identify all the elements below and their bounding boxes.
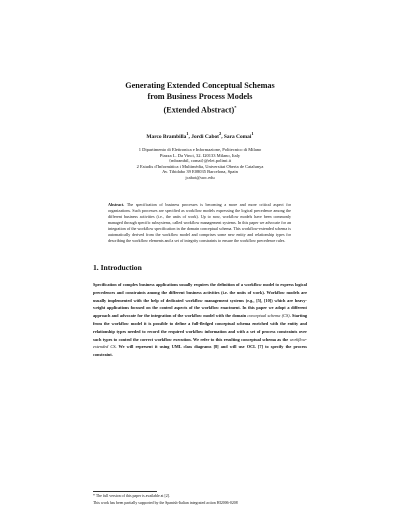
author-name: Jordi Cabot	[191, 133, 219, 140]
author-list: Marco Brambilla$^1$, Jordi Cabot$^2$, Sara Comai$^1$	[146, 131, 254, 140]
affiliations	[80, 147, 320, 181]
author-name: Marco Brambilla	[146, 133, 187, 140]
paper-title	[80, 80, 320, 116]
affiliation-email: jcabot@uoc.edu	[185, 174, 215, 180]
footnotes	[93, 493, 307, 506]
affiliation-line: Piazza L. Da Vinci, 32. I20133 Milano, Italy	[159, 152, 241, 158]
author-name: Sara Comai	[223, 133, 252, 140]
abstract-text: The specification of business processes is becoming a more and more critical aspect for organizations. Such processes are specified as workflow models expressing the logical precedence among the different business activities (i.e., the units of work). Up to now, workflow models have been commonly managed through specific subsystems, called workflow management systems. In this paper we advocate for an integration of the workflow specification in the domain conceptual schema. This workflow-extended schema is automatically derived from the workflow model and comprises some new entity and relationship types for describing the workflow elements and a set of integrity constraints to ensure the workflow precedence rules.	[108, 202, 291, 243]
title-line-3-text: (Extended Abstract)	[163, 105, 235, 115]
footnote: This work has been partially supported by the Spanish-Italian integrated action HI2006-0208	[93, 500, 238, 505]
title-line-2: from Business Process Models	[147, 92, 253, 101]
intro-text-1: Specification of complex business applications usually requires the definition of a workflow model to express logical precedences and constraints among the different business activities (i.e. the units of work). Workflow models are usually implemented with the help of dedicated workflow management systems (e.g., [5], [10]) which are heavy-weight applications focused on the control aspects of the workflow enactment. In this paper we adopt a different approach and advocate for the integration of the workflow model with the domain	[93, 282, 307, 319]
intro-emphasis-1: conceptual schema (CS)	[247, 313, 290, 319]
author-affiliation-mark: 2	[218, 131, 222, 136]
abstract	[108, 202, 291, 244]
affiliation-line: Av. Tibidabo 39 E08035 Barcelona, Spain	[162, 169, 238, 175]
affiliation-email: {mbrambil, comai}@elet.polimi.it	[168, 158, 232, 164]
title-line-3	[80, 102, 320, 116]
title-line-1: Generating Extended Conceptual Schemas	[125, 81, 275, 90]
intro-emphasis-2: workflow-extended CS	[93, 336, 307, 350]
introduction-paragraph	[93, 281, 307, 359]
affiliation-line: 2 Estudis d'Informàtica i Multimèdia, Universitat Oberta de Catalunya	[136, 163, 264, 169]
footnote: * The full version of this paper is available at [2].	[93, 494, 170, 498]
intro-text-2: . Starting from the workflow model it is possible to define a full-fledged conceptual schema enriched with the entity and relationship types needed to record the required workflow information and with a set of process constraints over such types to control the correct workflow execution. We refer to this resulting conceptual schema as the	[93, 313, 307, 342]
author-affiliation-mark: 1	[186, 131, 189, 136]
title-footnote-marker: *	[234, 105, 237, 110]
intro-text-3: . We will represent it using UML class diagrams [8] and will use OCL [7] to specify the process constraint.	[93, 344, 307, 358]
abstract-label: Abstract.	[108, 202, 125, 207]
affiliation-line: 1 Dipartimento di Elettronica e Informazione, Politecnico di Milano	[138, 147, 262, 152]
section-heading: 1. Introduction	[93, 263, 142, 272]
author-affiliation-mark: 1	[251, 131, 254, 136]
footnote-rule	[93, 491, 157, 492]
